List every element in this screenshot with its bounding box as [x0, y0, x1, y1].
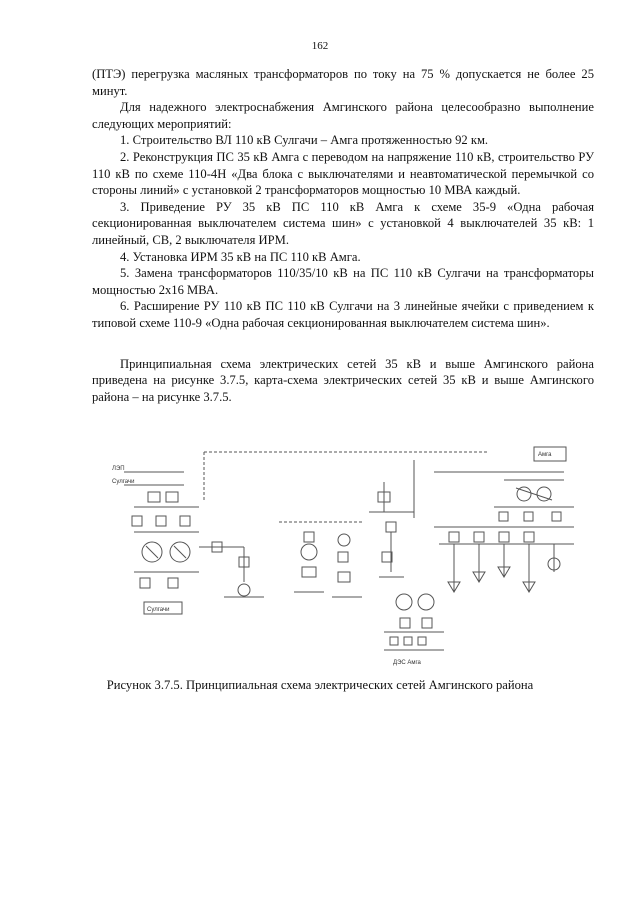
list-item-2: 2. Реконструкция ПС 35 кВ Амга с переводом на напряжение 110 кВ, строительство РУ 110 кВ по схеме 110-4Н «Два блока с выключателями и неавтоматической перемычкой со стороны линий» с установкой 2 трансформаторов мощностью 10 МВА каждый.	[92, 149, 594, 198]
list-item-4: 4. Установка ИРМ 35 кВ на ПС 110 кВ Амга.	[120, 249, 361, 264]
diagram-label-sulgachi: Сулгачи	[112, 479, 135, 485]
body-text	[92, 66, 594, 405]
list-item-5: 5. Замена трансформаторов 110/35/10 кВ на ПС 110 кВ Сулгачи на трансформаторы мощностью 2х16 МВА.	[92, 266, 594, 297]
diagram-label: ЛЭП	[112, 466, 125, 472]
network-schematic-diagram	[104, 432, 582, 672]
list-item-6: 6. Расширение РУ 110 кВ ПС 110 кВ Сулгачи на 3 линейные ячейки с приведением к типовой схеме 110-9 «Одна рабочая секционированная выключателем система шин».	[92, 299, 594, 330]
list-item-3: 3. Приведение РУ 35 кВ ПС 110 кВ Амга к схеме 35-9 «Одна рабочая секционированная выключателем система шин» с установкой 4 выключателей 35 кВ: 1 линейный, СВ, 2 выключателя ИРМ.	[92, 199, 594, 247]
list-item-1: 1. Строительство ВЛ 110 кВ Сулгачи – Амга протяженностью 92 км.	[120, 133, 489, 148]
paragraph: Для надежного электроснабжения Амгинского района целесообразно выполнение следующих мероприятий:	[92, 100, 594, 131]
figure-caption: Рисунок 3.7.5. Принципиальная схема электрических сетей Амгинского района	[106, 678, 534, 692]
paragraph: Принципиальная схема электрических сетей 35 кВ и выше Амгинского района приведена на рисунке 3.7.5, карта-схема электрических сетей 35 кВ и выше Амгинского района – на рисунке 3.7.5.	[92, 356, 594, 404]
page-number: 162	[311, 40, 329, 52]
paragraph: (ПТЭ) перегрузка масляных трансформаторов по току на 75 % допускается не более 25 минут.	[92, 67, 594, 98]
diagram-label-box: Сулгачи	[147, 607, 170, 613]
diagram-label-des-amga: ДЭС Амга	[393, 660, 421, 666]
diagram-label-amga: Амга	[538, 452, 552, 458]
